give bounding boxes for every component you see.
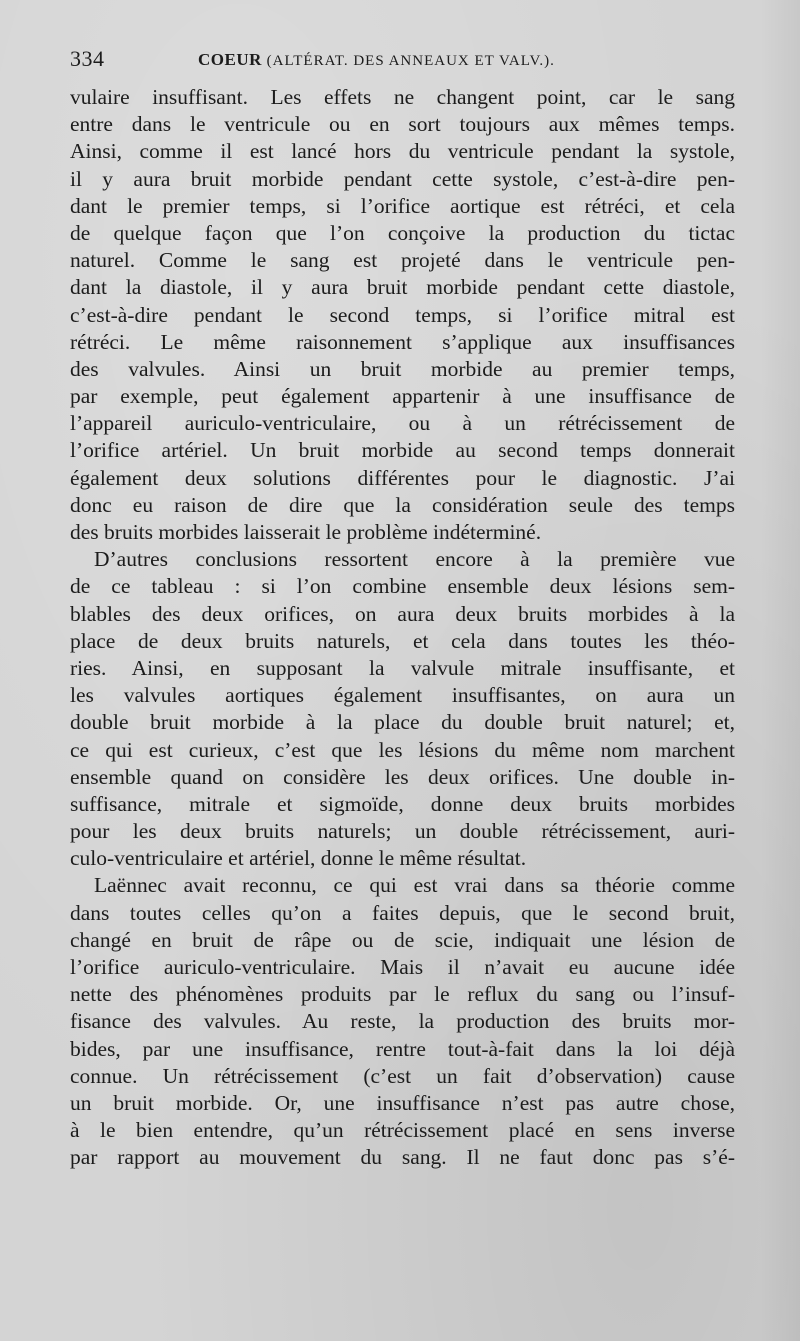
running-title-main: COEUR [198, 50, 262, 69]
text-line: fisance des valvules. Au reste, la production des bruits mor- [70, 1009, 735, 1034]
text-line: dant le premier temps, si l’orifice aortique est rétréci, et cela [70, 193, 735, 218]
running-title-sub: (ALTÉRAT. DES ANNEAUX ET VALV.). [266, 53, 555, 69]
text-line: blables des deux orifices, on aura deux bruits morbides à la [70, 601, 735, 626]
text-line: ce qui est curieux, c’est que les lésions du même nom marchent [70, 737, 735, 762]
text-line: vulaire insuffisant. Les effets ne changent point, car le sang [70, 85, 735, 109]
text-line: il y aura bruit morbide pendant cette systole, c’est-à-dire pen- [70, 166, 735, 191]
text-line: par exemple, peut également appartenir à une insuffisance de [70, 384, 735, 409]
page-edge-shadow [760, 0, 800, 1341]
text-line: place de deux bruits naturels, et cela dans toutes les théo- [70, 628, 735, 653]
text-line: bides, par une insuffisance, rentre tout-à-fait dans la loi déjà [70, 1036, 735, 1061]
text-line: entre dans le ventricule ou en sort toujours aux mêmes temps. [70, 112, 735, 137]
text-line: l’orifice auriculo-ventriculaire. Mais il n’avait eu aucune idée [70, 955, 735, 979]
text-line: suffisance, mitrale et sigmoïde, donne deux bruits morbides [70, 791, 735, 816]
text-line: pour les deux bruits naturels; un double rétrécissement, auri- [70, 819, 735, 844]
text-line: des valvules. Ainsi un bruit morbide au premier temps, [70, 356, 735, 381]
text-line: les valvules aortiques également insuffisantes, on aura un [70, 683, 735, 708]
page-header [70, 44, 735, 78]
text-line: de quelque façon que l’on conçoive la production du tictac [70, 220, 735, 245]
text-line: nette des phénomènes produits par le reflux du sang ou l’insuf- [70, 982, 735, 1007]
text-line: ries. Ainsi, en supposant la valvule mitrale insuffisante, et [70, 655, 735, 680]
text-line: l’orifice artériel. Un bruit morbide au second temps donnerait [70, 438, 735, 463]
page-number: 334 [70, 46, 105, 71]
text-line: culo-ventriculaire et artériel, donne le même résultat. [70, 846, 527, 871]
text-line: l’appareil auriculo-ventriculaire, ou à un rétrécissement de [70, 411, 735, 436]
text-line: Ainsi, comme il est lancé hors du ventricule pendant la systole, [70, 139, 735, 164]
text-line: des bruits morbides laisserait le problème indéterminé. [70, 520, 542, 544]
text-line: également deux solutions différentes pour le diagnostic. J’ai [70, 465, 735, 490]
text-line: un bruit morbide. Or, une insuffisance n’est pas autre chose, [70, 1090, 735, 1115]
text-line: rétréci. Le même raisonnement s’applique aux insuffisances [70, 329, 735, 354]
text-line: dant la diastole, il y aura bruit morbide pendant cette diastole, [70, 275, 735, 300]
text-line: dans toutes celles qu’on a faites depuis, que le second bruit, [70, 900, 735, 925]
text-line: connue. Un rétrécissement (c’est un fait d’observation) cause [70, 1063, 735, 1088]
text-line: par rapport au mouvement du sang. Il ne faut donc pas s’é- [70, 1145, 735, 1170]
text-line: c’est-à-dire pendant le second temps, si l’orifice mitral est [70, 302, 735, 327]
text-line: D’autres conclusions ressortent encore à la première vue [94, 547, 735, 572]
text-line: double bruit morbide à la place du double bruit naturel; et, [70, 710, 735, 735]
text-line: naturel. Comme le sang est projeté dans le ventricule pen- [70, 248, 735, 273]
text-line: Laënnec avait reconnu, ce qui est vrai dans sa théorie comme [94, 873, 735, 898]
text-line: changé en bruit de râpe ou de scie, indiquait une lésion de [70, 927, 735, 952]
body-text [70, 84, 735, 1172]
text-line: de ce tableau : si l’on combine ensemble deux lésions sem- [70, 574, 735, 599]
running-title [198, 50, 555, 70]
text-line: à le bien entendre, qu’un rétrécissement placé en sens inverse [70, 1118, 735, 1143]
text-line: donc eu raison de dire que la considération seule des temps [70, 492, 735, 517]
text-line: ensemble quand on considère les deux orifices. Une double in- [70, 764, 735, 789]
